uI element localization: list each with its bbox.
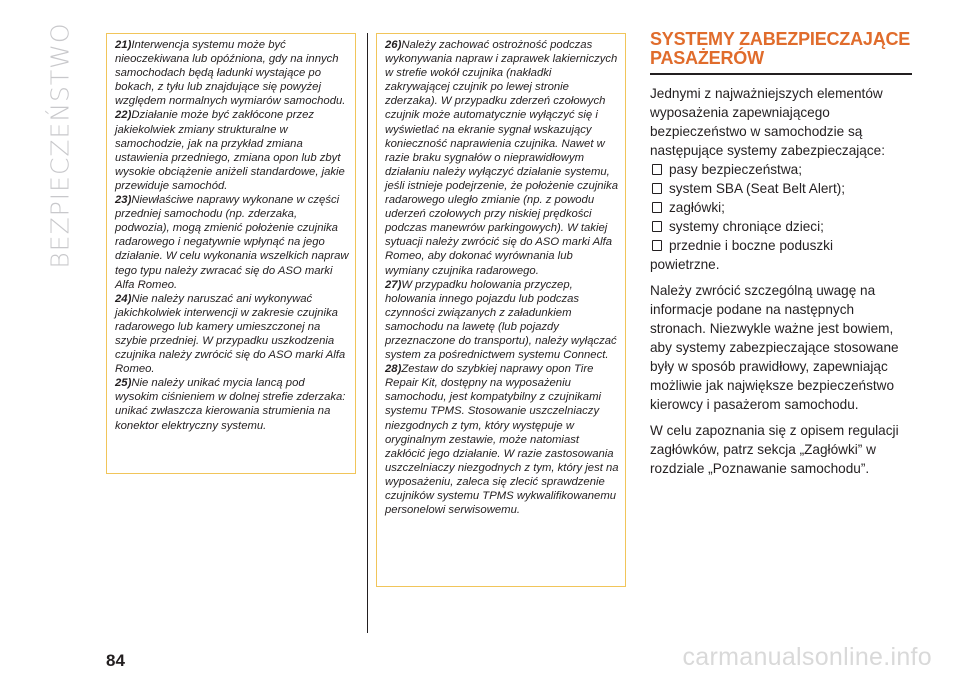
checkbox-icon xyxy=(652,221,662,232)
list-item: system SBA (Seat Belt Alert); xyxy=(650,179,912,198)
chapter-side-title xyxy=(30,21,90,269)
note-text: Należy zachować ostrożność podczas wykonywania napraw i zaprawek lakierniczych w strefie wokół czujnika (nakładki zakrywającej czujnik po lewej stronie zderzaka). W przypadku zderzeń czołowych czujnik może automatycznie wyłączyć się i wyświetlać na ekranie sygnał wskazujący konieczność naprawienia czujnika. Nawet w razie braku sygnałów o nieprawidłowym działaniu należy wyłączyć działanie systemu, jeśli istnieje podejrzenie, że położenie czujnika radarowego uległo zmianie (np. z powodu uderzeń czołowych przy niskiej prędkości podczas manewrów parkingowych). W takiej sytuacji należy zwrócić się do ASO marki Alfa Romeo, aby dokonać wyrównania lub wymiany czujnika radarowego. xyxy=(385,39,618,277)
list-item: zagłówki; xyxy=(650,198,912,217)
note-text: Nie należy unikać mycia lancą pod wysokim ciśnieniem w dolnej strefie zderzaka: unikać zwłaszcza kierowania strumienia na konektor elektryczny systemu. xyxy=(115,377,346,432)
note-item xyxy=(115,38,349,108)
note-number: 28) xyxy=(385,363,402,376)
note-item xyxy=(385,278,619,363)
note-number: 21) xyxy=(115,39,132,51)
passenger-protection-section xyxy=(650,30,912,485)
protection-systems-list xyxy=(650,160,912,255)
checkbox-icon xyxy=(652,240,662,251)
note-text: Niewłaściwe naprawy wykonane w części przedniej samochodu (np. zderzaka, podwozia), mogą zmienić położenie czujnika radarowego i negatywnie wpłynąć na jego działanie. W celu wykonania wszelkich napraw tego typu należy zwracać się do ASO marki Alfa Romeo. xyxy=(115,194,349,291)
note-number: 26) xyxy=(385,39,402,51)
note-item xyxy=(115,193,349,292)
section-paragraph: W celu zapoznania się z opisem regulacji zagłówków, patrz sekcja „Zagłówki” w rozdziale „Poznawanie samochodu”. xyxy=(650,423,899,476)
section-body xyxy=(650,84,912,478)
note-text: Działanie może być zakłócone przez jakiekolwiek zmiany strukturalne w samochodzie, jak na przykład zmiana ustawienia przedniego, zmiana opon lub zbyt wysokie obciążenie aniżeli standardowe, jakie przewiduje samochód. xyxy=(115,109,345,192)
notes-box-left xyxy=(106,33,356,474)
note-text: Zestaw do szybkiej naprawy opon Tire Repair Kit, dostępny na wyposażeniu samochodu, jest kompatybilny z czujnikami systemu TPMS. Stosowanie uszczelniaczy niezgodnych z tym, który występuje w oryginalnym zestawie, może natomiast zakłócić jego działanie. W razie zastosowania uszczelniaczy niezgodnych z tym, który jest na wyposażeniu, zaleca się zlecić sprawdzenie czujników systemu TPMS wykwalifikowanemu personelowi serwisowemu. xyxy=(385,363,619,517)
list-item: przednie i boczne poduszki xyxy=(650,236,912,255)
checkbox-icon xyxy=(652,183,662,194)
note-item xyxy=(115,292,349,377)
chapter-side-title-text: BEZPIECZEŃSTWO xyxy=(45,21,75,269)
list-item: pasy bezpieczeństwa; xyxy=(650,160,912,179)
note-number: 25) xyxy=(115,377,132,390)
note-item xyxy=(115,376,349,432)
column-divider xyxy=(367,33,368,633)
note-number: 27) xyxy=(385,278,402,291)
note-text: Nie należy naruszać ani wykonywać jakichkolwiek interwencji w zakresie czujnika radarowego lub kamery umieszczonej na szybie przedniej. W przypadku uszkodzenia czujnika należy zwrócić się do ASO marki Alfa Romeo. xyxy=(115,292,346,376)
section-intro: Jednymi z najważniejszych elementów wyposażenia zapewniającego bezpieczeństwo w samochodzie są następujące systemy zabezpieczające: xyxy=(650,86,885,158)
section-title: SYSTEMY ZABEZPIECZAJĄCE PASAŻERÓW xyxy=(650,30,912,75)
note-item xyxy=(385,38,619,278)
list-item-continuation: powietrzne. xyxy=(650,257,720,272)
note-text: W przypadku holowania przyczep, holowania innego pojazdu lub podczas czynności związanych z załadunkiem samochodu na lawetę (lub pojazdy przeznaczone do transportu), należy wyłączać system za pośrednictwem systemu Connect. xyxy=(385,278,617,362)
note-item xyxy=(385,362,619,517)
note-number: 22) xyxy=(115,109,132,122)
watermark: carmanualsonline.info xyxy=(682,643,932,671)
note-item xyxy=(115,108,349,193)
notes-box-middle xyxy=(376,33,626,587)
checkbox-icon xyxy=(652,164,662,175)
checkbox-icon xyxy=(652,202,662,213)
page-number: 84 xyxy=(106,651,125,670)
note-number: 23) xyxy=(115,194,132,207)
note-number: 24) xyxy=(115,292,132,305)
list-item: systemy chroniące dzieci; xyxy=(650,217,912,236)
section-paragraph: Należy zwrócić szczególną uwagę na informacje podane na następnych stronach. Niezwykle ważne jest bowiem, aby systemy zabezpieczające stosowane były w sposób prawidłowy, zapewniając możliwie jak największe bezpieczeństwo kierowcy i pasażerom samochodu. xyxy=(650,283,899,412)
note-text: Interwencja systemu może być nieoczekiwana lub opóźniona, gdy na innych samochodach będą ładunki wystające po bokach, z tyłu lub znajdujące się powyżej względem normalnych wymiarów samochodu. xyxy=(115,39,346,108)
